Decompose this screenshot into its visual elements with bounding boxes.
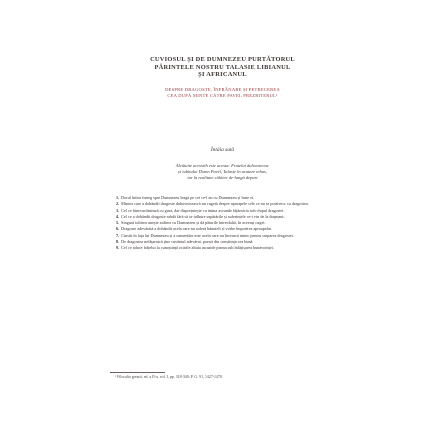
paragraph bbox=[106, 195, 332, 200]
section-heading: Întâia sută bbox=[210, 147, 235, 153]
paragraph-text: Cel ce aduce frățelui la cunoștință ocările altuia ascunde pizma sub înfățișarea bunăvoinței. bbox=[121, 245, 274, 251]
paragraph-text: De dragostea nefățarnică ține cuvântul adevărat, pornit din conștiința cea bună. bbox=[121, 239, 254, 245]
subtitle-line: CEA DUPĂ MINTE CĂTRE PAVEL PREZBITERUL¹ bbox=[167, 92, 278, 98]
intro-line: iar în realitate călător de-lungă depart bbox=[187, 175, 258, 181]
paragraph-number: 2. bbox=[116, 201, 120, 207]
paragraph-number: 7. bbox=[116, 232, 120, 238]
paragraph-number: 1. bbox=[116, 195, 120, 200]
paragraph-number: 8. bbox=[116, 239, 120, 245]
paragraph bbox=[106, 208, 332, 213]
paragraph bbox=[106, 214, 332, 219]
title-line: CUVIOSUL ȘI DE DUMNEZEU PURTĂTORUL bbox=[150, 56, 295, 63]
paragraph-number: 4. bbox=[116, 213, 120, 219]
paragraph-number: 9. bbox=[116, 245, 120, 251]
title-line: PĂRINTELE NOSTRU TALASIE LIBIANUL bbox=[154, 63, 291, 71]
paragraph bbox=[106, 201, 332, 206]
paragraph-text: Dragoste adevărată a dobândit acela care nu suferă bănuieli și vorbe împotriva aproapelui. bbox=[121, 226, 273, 232]
paragraph-text: Mintea care a dobândit dragoste duhovnicească nu cugetă despre aproapele cele ce nu se potrivesc cu dragostea. bbox=[121, 201, 309, 207]
paragraph-text: Dorul întins întreg spre Dumnezeu leagă pe cei ce-l au cu Dumnezeu și între ei. bbox=[121, 195, 255, 200]
body-text bbox=[106, 195, 332, 252]
paragraph bbox=[106, 239, 332, 244]
paragraph bbox=[106, 226, 332, 231]
paragraph-text: Cel ce a dobândit dragoste rabdă fără să se tulbure supărările și suferințele ce-i vin de la dușmani. bbox=[121, 213, 285, 219]
footnote-divider bbox=[110, 372, 165, 373]
paragraph-number: 6. bbox=[116, 226, 120, 232]
paragraph-text: Cel ce binecuvântează cu gura, dar disprețuiește cu inima ascunde fățărnicia sub chipul dragostei. bbox=[121, 207, 285, 213]
chapter-title bbox=[0, 56, 445, 99]
chapter-subtitle bbox=[0, 87, 445, 99]
subtitle-line: DESPRE DRAGOSTE, ÎNFRÂNARE ȘI PETRECEREA bbox=[165, 86, 280, 92]
paragraph-number: 3. bbox=[116, 207, 120, 213]
title-line: ȘI AFRICANUL bbox=[198, 71, 247, 79]
paragraph bbox=[106, 220, 332, 225]
paragraph bbox=[106, 233, 332, 238]
paragraph-text: Singură iubirea unește zidirea cu Dumnezeu și dă păturile întreolaltă, în aceeași cuget. bbox=[121, 220, 266, 226]
intro-line: și iubitului Domn Pavel, Talasie în aratare tehas, bbox=[178, 169, 267, 175]
footnote: ¹ Filocalia greacă, ed. a II-a, vol. I, pp. 318-340; P. G. 91, 1427-1470. bbox=[115, 375, 223, 379]
intro-line: Alcătuite acrostih este acesta: Fratelui duhovnicesc bbox=[175, 163, 270, 168]
intro-acrostic bbox=[0, 163, 445, 182]
paragraph-number: 5. bbox=[116, 220, 120, 226]
paragraph bbox=[106, 245, 332, 250]
paragraph-text: Cinstit în fața lui Dumnezeu și a oamenilor este acela care nu încearcă nimic pentru surparea dragostei. bbox=[121, 232, 294, 238]
